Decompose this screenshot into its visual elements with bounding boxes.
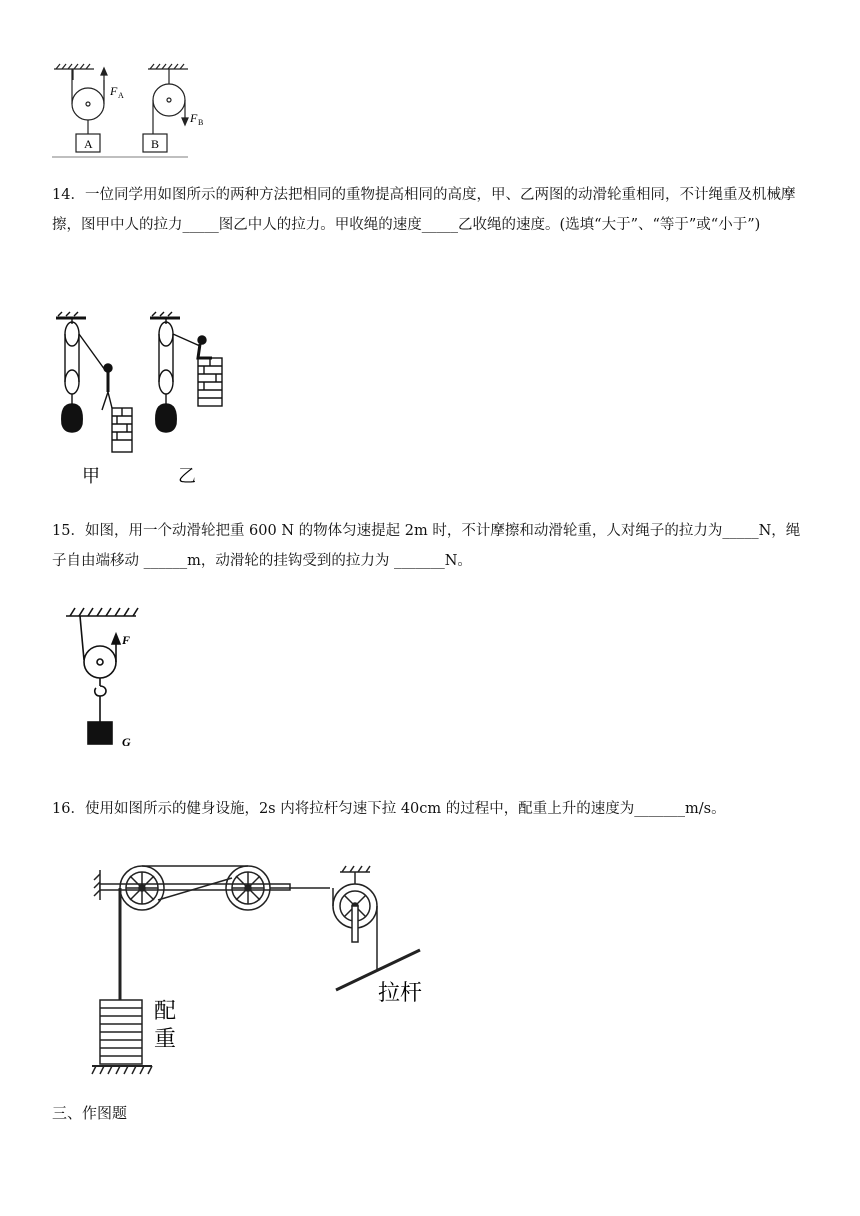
label-fb: F: [190, 111, 198, 125]
label-zhong: 重: [154, 1027, 177, 1052]
section-title-drawing: 三、作图题: [52, 1104, 128, 1122]
label-fa: F: [110, 84, 118, 98]
label-yi: 乙: [178, 466, 196, 486]
figure-q16-gym-equipment: [90, 860, 440, 1080]
figure-q15-movable-pulley: [62, 600, 142, 750]
question-16: 16．使用如图所示的健身设施，2s 内将拉杆匀速下拉 40cm 的过程中，配重上升的速度为_______m/s。: [52, 801, 726, 817]
figure-q14-pulleys: [50, 312, 240, 488]
label-lagan: 拉杆: [378, 981, 423, 1006]
question-14: 14．一位同学用如图所示的两种方法把相同的重物提高相同的高度，甲、乙两图的动滑轮重相同，不计绳重及机械摩擦，图甲中人的拉力_____图乙中人的拉力。甲收绳的速度_____乙收绳的速度。(选填“大于”、“等于”或“小于”): [52, 187, 796, 233]
question-15: 15．如图，用一个动滑轮把重 600 N 的物体匀速提起 2m 时，不计摩擦和动滑轮重，人对绳子的拉力为_____N，绳子自由端移动 ______m，动滑轮的挂钩受到的拉力为 _______N。: [52, 523, 801, 569]
label-g: G: [122, 735, 131, 749]
label-f: F: [122, 633, 131, 647]
label-jia: 甲: [82, 466, 100, 486]
label-pei: 配: [154, 999, 177, 1024]
label-fa-sub: A: [118, 91, 124, 100]
figure-pulley-fa-fb: [48, 60, 204, 160]
box-b-label: B: [151, 137, 160, 151]
label-fb-sub: B: [198, 118, 204, 127]
box-a-label: A: [84, 137, 93, 151]
